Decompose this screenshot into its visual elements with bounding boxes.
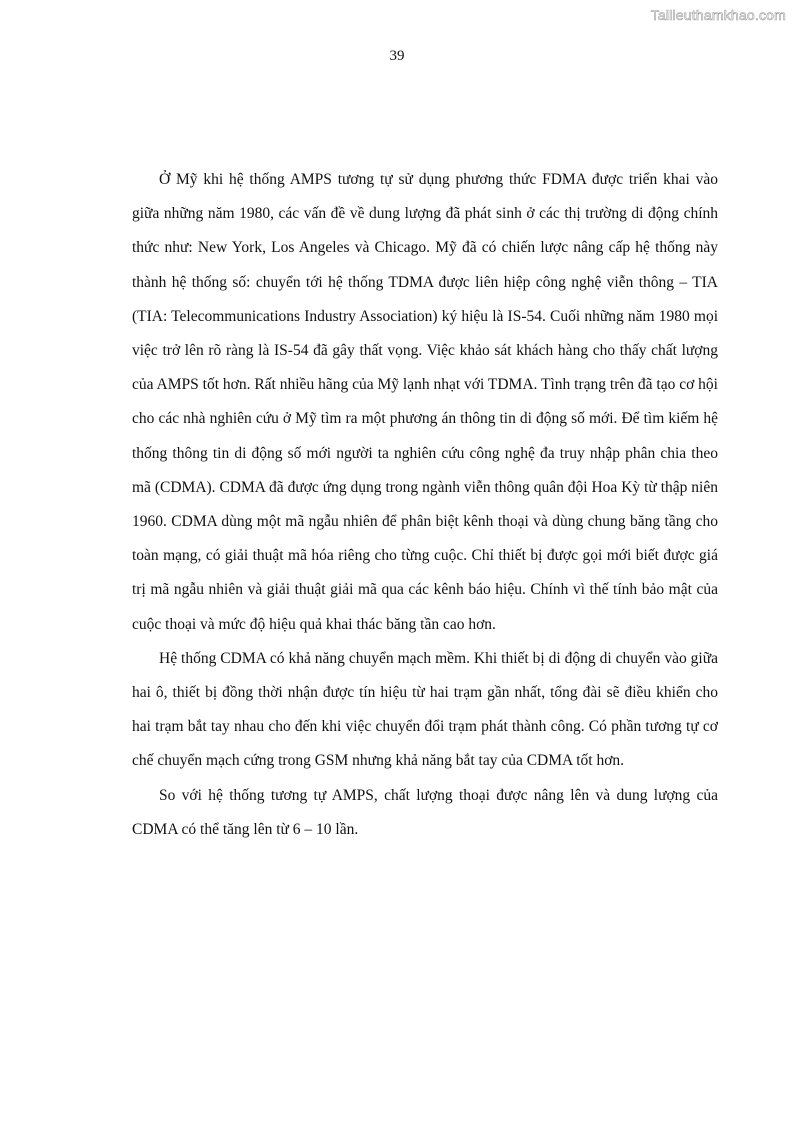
paragraph-2: Hệ thống CDMA có khả năng chuyển mạch mềm. Khi thiết bị di động di chuyển vào giữa hai ô, thiết bị đồng thời nhận được tín hiệu từ hai trạm gần nhất, tổng đài sẽ điều khiển cho hai trạm bắt tay nhau cho đến khi việc chuyển đổi trạm phát thành công. Có phần tương tự cơ chế chuyển mạch cứng trong GSM nhưng khả năng bắt tay của CDMA tốt hơn. <box>132 649 718 770</box>
watermark-text: Tailieuthamkhao.com <box>650 7 786 23</box>
paragraph-1: Ở Mỹ khi hệ thống AMPS tương tự sử dụng phương thức FDMA được triển khai vào giữa những năm 1980, các vấn đề về dung lượng đã phát sinh ở các thị trường di động chính thức như: New York, Los Angeles và Chicago. Mỹ đã có chiến lược nâng cấp hệ thống này thành hệ thống số: chuyển tới hệ thống TDMA được liên hiệp công nghệ viễn thông – TIA (TIA: Telecommunications Industry Association) ký hiệu là IS-54. Cuối những năm 1980 mọi việc trở lên rõ ràng là IS-54 đã gây thất vọng. Việc khảo sát khách hàng cho thấy chất lượng của AMPS tốt hơn. Rất nhiều hãng của Mỹ lạnh nhạt với TDMA. Tình trạng trên đã tạo cơ hội cho các nhà nghiên cứu ở Mỹ tìm ra một phương án thông tin di động số mới. Để tìm kiếm hệ thống thông tin di động số mới người ta nghiên cứu công nghệ đa truy nhập phân chia theo mã (CDMA). CDMA đã được ứng dụng trong ngành viễn thông quân đội Hoa Kỳ từ thập niên 1960. CDMA dùng một mã ngẫu nhiên để phân biệt kênh thoại và dùng chung băng tầng cho toàn mạng, có giải thuật mã hóa riêng cho từng cuộc. Chỉ thiết bị được gọi mới biết được giá trị mã ngẫu nhiên và giải thuật giải mã qua các kênh báo hiệu. Chính vì thế tính bảo mật của cuộc thoại và mức độ hiệu quả khai thác băng tần cao hơn. <box>132 171 718 633</box>
page-number: 39 <box>389 48 405 64</box>
paragraph-3: So với hệ thống tương tự AMPS, chất lượng thoại được nâng lên và dung lượng của CDMA có thể tăng lên từ 6 – 10 lần. <box>132 786 718 838</box>
document-body <box>132 163 718 847</box>
